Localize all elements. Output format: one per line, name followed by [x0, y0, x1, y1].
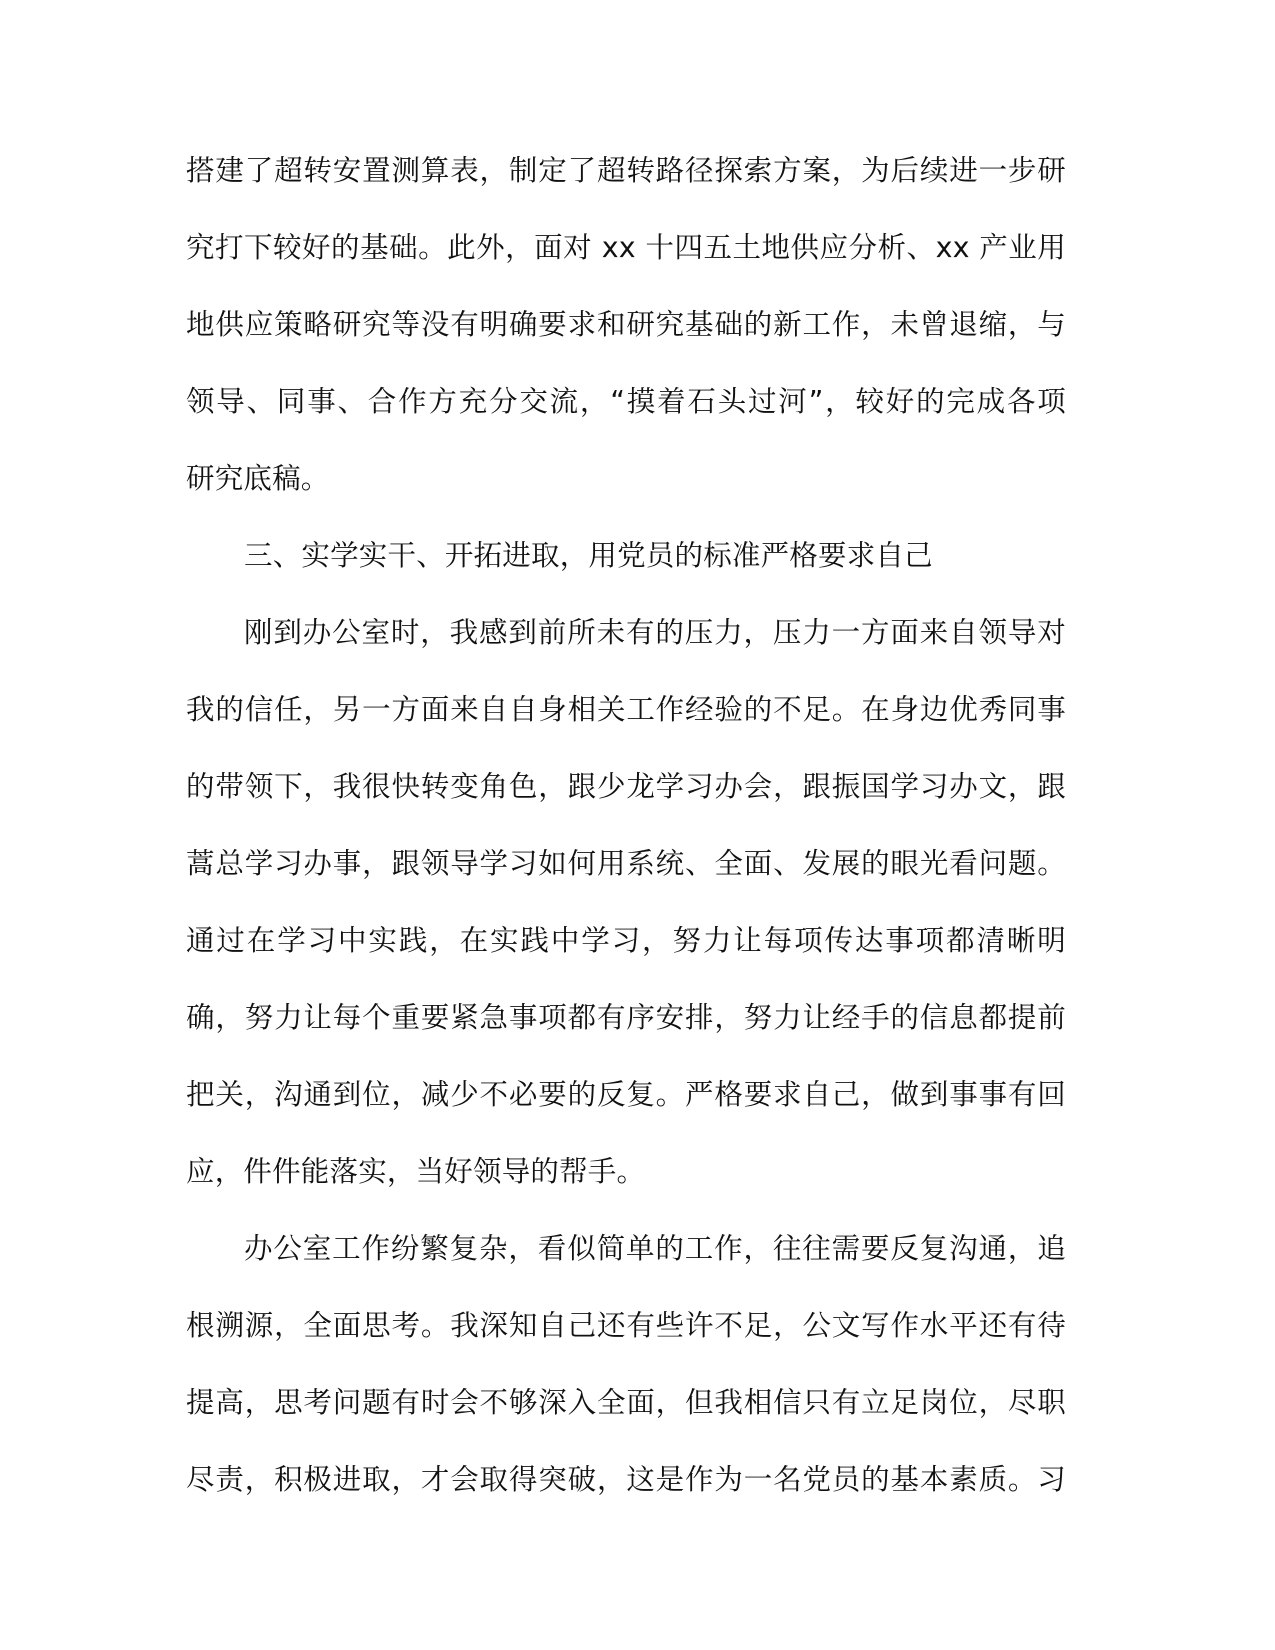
paragraph-line: 的带领下，我很快转变角色，跟少龙学习办会，跟振国学习办文，跟: [186, 770, 1066, 803]
paragraph-line: 研究底稿。: [186, 462, 330, 495]
paragraph-line: 究打下较好的基础。此外，面对 xx 十四五土地供应分析、xx 产业用: [186, 231, 1066, 264]
paragraph-line: 确，努力让每个重要紧急事项都有序安排，努力让经手的信息都提前: [186, 1001, 1066, 1034]
paragraph-line: 提高，思考问题有时会不够深入全面，但我相信只有立足岗位，尽职: [186, 1386, 1066, 1419]
paragraph-line: 尽责，积极进取，才会取得突破，这是作为一名党员的基本素质。习: [186, 1463, 1066, 1496]
paragraph-line: 应，件件能落实，当好领导的帮手。: [186, 1155, 646, 1188]
paragraph-line: 刚到办公室时，我感到前所未有的压力，压力一方面来自领导对: [244, 616, 1066, 649]
paragraph-line: 把关，沟通到位，减少不必要的反复。严格要求自己，做到事事有回: [186, 1078, 1066, 1111]
paragraph-line: 地供应策略研究等没有明确要求和研究基础的新工作，未曾退缩，与: [186, 308, 1066, 341]
body-text: [186, 143, 1066, 1529]
paragraph-line: 通过在学习中实践，在实践中学习，努力让每项传达事项都清晰明: [186, 924, 1066, 957]
paragraph-line: 蒿总学习办事，跟领导学习如何用系统、全面、发展的眼光看问题。: [186, 847, 1066, 880]
paragraph-line: 我的信任，另一方面来自自身相关工作经验的不足。在身边优秀同事: [186, 693, 1066, 726]
paragraph-line: 搭建了超转安置测算表，制定了超转路径探索方案，为后续进一步研: [186, 154, 1066, 187]
paragraph-line: 领导、同事、合作方充分交流，“摸着石头过河”，较好的完成各项: [186, 385, 1066, 418]
paragraph-line: 根溯源，全面思考。我深知自己还有些许不足，公文写作水平还有待: [186, 1309, 1066, 1342]
section-heading: 三、实学实干、开拓进取，用党员的标准严格要求自己: [244, 539, 933, 572]
paragraph-line: 办公室工作纷繁复杂，看似简单的工作，往往需要反复沟通，追: [244, 1232, 1066, 1265]
